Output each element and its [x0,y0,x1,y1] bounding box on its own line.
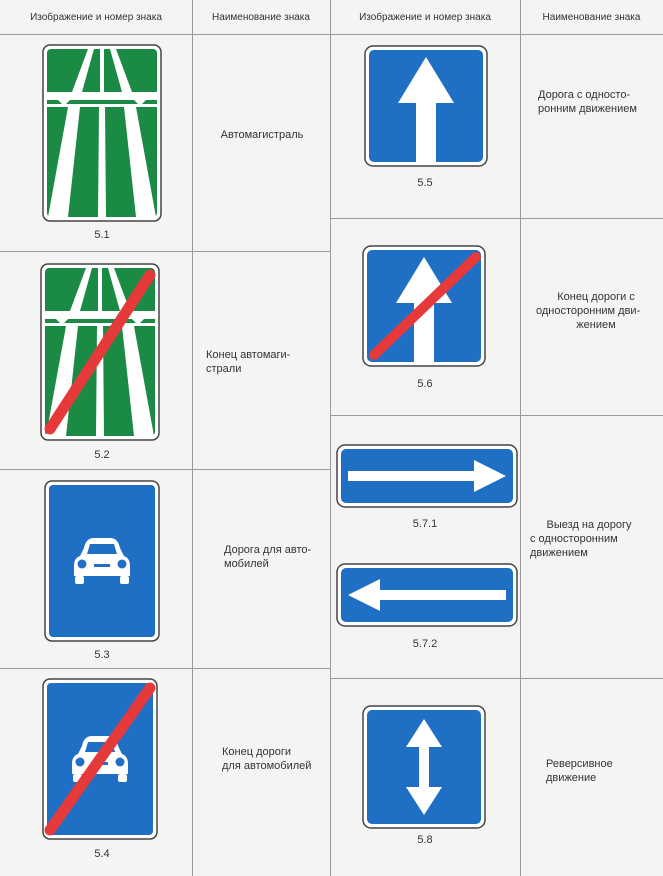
sign-number: 5.4 [94,848,110,860]
sign-name: Реверсивное движение [546,758,613,784]
header-image-number-right: Изображение и номер знака [359,11,491,23]
row-divider [0,668,330,669]
column-divider [520,0,521,876]
road-for-cars-sign-icon [44,480,160,642]
sign-name: Конец дороги для автомобилей [222,746,312,772]
sign-name: Дорога с односто- ронним движением [538,89,637,115]
header-name-right: Наименование знака [542,11,641,23]
sign-name: Конец дороги с односторонним дви- жением [536,291,641,331]
sign-name: Выезд на дорогу с односторонним движением [530,519,632,559]
header-name-left: Наименование знака [212,11,310,23]
end-of-one-way-road-sign-icon [362,245,486,367]
reversible-traffic-sign-icon [362,705,486,829]
row-divider [330,415,663,416]
row-divider [330,678,663,679]
sign-name: Конец автомаги- страли [206,349,291,375]
column-divider [192,0,193,876]
sign-number: 5.1 [94,229,110,241]
header-image-number-left: Изображение и номер знака [30,11,162,23]
sign-number: 5.8 [417,834,433,846]
exit-to-one-way-road-right-sign-icon [336,444,518,508]
motorway-sign-icon [42,44,162,222]
header-divider [0,34,663,35]
row-divider [0,251,330,252]
sign-number: 5.2 [94,449,110,461]
sign-number: 5.7.2 [412,638,438,650]
end-of-motorway-sign-icon [40,263,160,441]
sign-number: 5.5 [417,177,433,189]
one-way-road-sign-icon [364,45,488,167]
column-divider [330,0,331,876]
sign-name: Автомагистраль [220,129,304,141]
exit-to-one-way-road-left-sign-icon [336,563,518,627]
row-divider [330,218,663,219]
end-of-road-for-cars-sign-icon [42,678,158,840]
sign-number: 5.6 [417,378,433,390]
sign-number: 5.7.1 [412,518,438,530]
sign-number: 5.3 [94,649,110,661]
sign-name: Дорога для авто- мобилей [224,544,312,570]
row-divider [0,469,330,470]
